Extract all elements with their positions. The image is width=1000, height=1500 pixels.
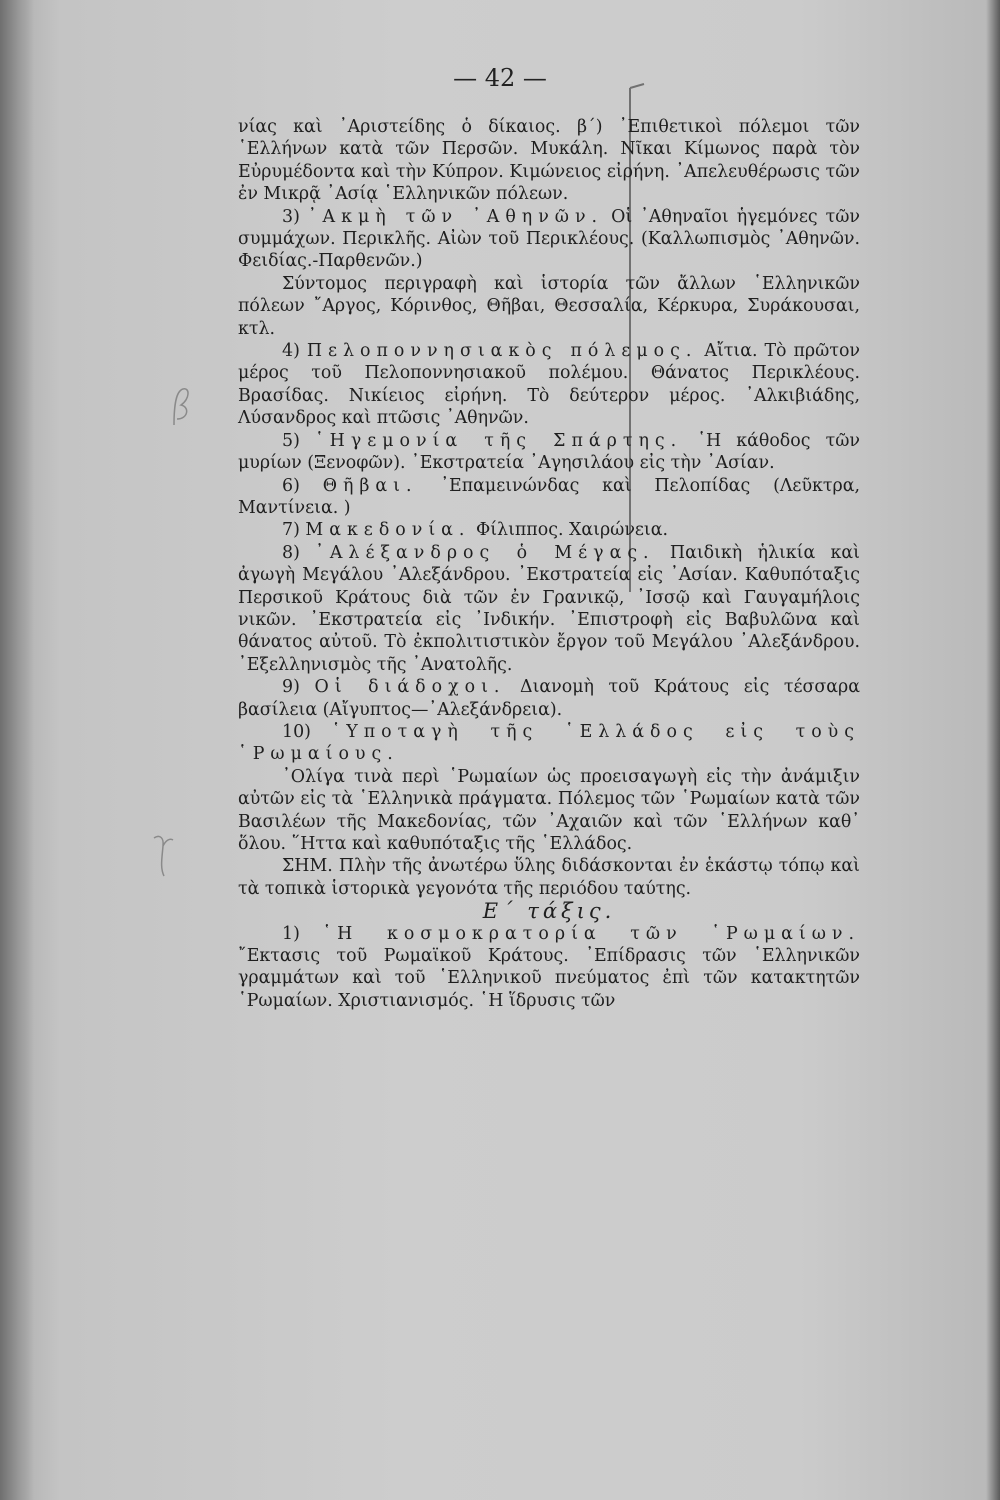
- pencil-margin-mark: [168, 385, 194, 429]
- pencil-margin-mark: [150, 832, 176, 880]
- text-run: 5): [282, 430, 315, 451]
- text-run: ῎Εκτασις τοῦ Ρωμαϊκοῦ Κράτους. ᾽Επίδρασις τῶν ῾Ελληνικῶν γραμμάτων καὶ τοῦ ῾Ελληνικοῦ πνεύματος ἐπὶ τῶν κατακτητῶν ῾Ρωμαίων. Χριστιανισμός. ῾Η ἵδρυσις τῶν: [238, 946, 860, 1011]
- spaced-title: Θῆβαι.: [322, 475, 418, 496]
- text-run: 9): [282, 677, 315, 698]
- paragraph: [238, 475, 860, 520]
- paragraph: [238, 855, 860, 900]
- text-run: 8): [282, 542, 316, 563]
- text-run: Σύντομος περιγραφὴ καὶ ἱστορία τῶν ἄλλων ῾Ελληνικῶν πόλεων ῎Αργος, Κόρινθος, Θῆβαι, Θεσσαλία, Κέρκυρα, Συράκουσαι, κτλ.: [238, 273, 860, 339]
- paragraph: [238, 206, 860, 273]
- page-edge-shadow: [986, 0, 1000, 1500]
- paragraph: [238, 430, 860, 475]
- spaced-title: ᾽Αλέξανδρος ὁ Μέγας.: [315, 542, 655, 563]
- text-run: ΣΗΜ. Πλὴν τῆς ἀνωτέρω ὕλης διδάσκονται ἐν ἑκάστῳ τόπῳ καὶ τὰ τοπικὰ ἱστορικὰ γεγονότα τῆς περιόδου ταύτης.: [238, 856, 860, 899]
- spaced-title: Πελοποννησιακὸς πόλεμος.: [306, 341, 698, 362]
- page-number: — 42 —: [453, 64, 547, 92]
- text-run: Φίλιππος. Χαιρώνεια.: [470, 520, 669, 541]
- paragraph: [238, 116, 860, 206]
- paragraph: [238, 766, 860, 856]
- spaced-title: ῾Υποταγὴ τῆς ῾Ελλάδος εἰς τοὺς ῾Ρωμαίους.: [238, 721, 860, 765]
- text-run: Παιδικὴ ἡλικία καὶ ἀγωγὴ Μεγάλου ᾽Αλεξάνδρου. ᾽Εκστρατεία εἰς ᾽Ασίαν. Καθυπόταξις Περσικοῦ Κράτους διὰ τῶν ἐν Γρανικῷ, ᾽Ισσῷ καὶ Γαυγαμήλοις νικῶν. ᾽Εκστρατεία εἰς ᾽Ινδικήν. ᾽Επιστροφὴ εἰς Βαβυλῶνα καὶ θάνατος αὐτοῦ. Τὸ ἐκπολιτιστικὸν ἔργον τοῦ Μεγάλου ᾽Αλεξάνδρου. ᾽Εξελληνισμὸς τῆς ᾽Ανατολῆς.: [238, 542, 860, 675]
- text-run: Διανομὴ τοῦ Κράτους εἰς τέσσαρα βασίλεια (Αἴγυπτος—᾽Αλεξάνδρεια).: [238, 677, 860, 720]
- spaced-title: ᾽Ακμὴ τῶν ᾽Αθηνῶν.: [307, 206, 604, 227]
- text-run: 1): [282, 923, 323, 944]
- paragraph: [238, 519, 860, 541]
- text-run: ᾽Επαμεινώνδας καὶ Πελοπίδας (Λεῦκτρα, Μαντίνεια. ): [238, 475, 860, 518]
- text-run: νίας καὶ ᾽Αριστείδης ὁ δίκαιος. β΄) ᾽Επιθετικοὶ πόλεμοι τῶν ῾Ελλήνων κατὰ τῶν Περσῶν. Μυκάλη. Νῖκαι Κίμωνος παρὰ τὸν Εὐρυμέδοντα καὶ τὴν Κύπρον. Κιμώνειος εἰρήνη. ᾽Απελευθέρωσις τῶν ἐν Μικρᾷ ᾽Ασίᾳ ῾Ελληνικῶν πόλεων.: [238, 117, 860, 205]
- spaced-title: Οἱ διάδοχοι.: [314, 677, 506, 698]
- text-run: 4): [282, 341, 307, 362]
- body-text: [238, 116, 860, 1012]
- paragraph: [238, 676, 860, 721]
- paragraph: [238, 340, 860, 430]
- paragraph: [238, 542, 860, 676]
- text-run: 7): [282, 520, 306, 541]
- text-run: 3): [282, 206, 308, 227]
- text-run: Οἱ ᾽Αθηναῖοι ἡγεμόνες τῶν συμμάχων. Περικλῆς. Αἰὼν τοῦ Περικλέους. (Καλλωπισμὸς ᾽Αθηνῶν. Φειδίας.-Παρθενῶν.): [238, 206, 860, 272]
- spaced-title: ῾Ηγεμονία τῆς Σπάρτης.: [314, 430, 683, 451]
- paragraph: [238, 721, 860, 766]
- text-run: 10): [282, 721, 332, 742]
- text-run: Αἴτια. Τὸ πρῶτον μέρος τοῦ Πελοποννησιακοῦ πολέμου. Θάνατος Περικλέους. Βρασίδας. Νικίειος εἰρήνη. Τὸ δεύτερον μέρος. ᾽Αλκιβιάδης, Λύσανδρος καὶ πτῶσις ᾽Αθηνῶν.: [238, 341, 860, 429]
- text-run: 6): [282, 475, 323, 496]
- paragraph: [238, 923, 860, 1013]
- text-run: Ε΄ τάξις.: [482, 899, 616, 924]
- spaced-title: Μακεδονία.: [305, 520, 471, 541]
- text-run: ῾Η κάθοδος τῶν μυρίων (Ξενοφῶν). ᾽Εκστρατεία ᾽Αγησιλάου εἰς τὴν ᾽Ασίαν.: [238, 430, 860, 474]
- spaced-title: ῾Η κοσμοκρατορία τῶν ῾Ρωμαίων.: [322, 923, 860, 944]
- paragraph: [238, 273, 860, 340]
- binding-shadow: [0, 0, 34, 1500]
- section-heading: [238, 900, 860, 922]
- text-run: ᾽Ολίγα τινὰ περὶ ῾Ρωμαίων ὡς προεισαγωγὴ εἰς τὴν ἀνάμιξιν αὐτῶν εἰς τὰ ῾Ελληνικὰ πράγματα. Πόλεμος τῶν ῾Ρωμαίων κατὰ τῶν Βασιλέων τῆς Μακεδονίας, τῶν ᾽Αχαιῶν καὶ τῶν ῾Ελλήνων καθ᾽ ὅλου. ῞Ηττα καὶ καθυπόταξις τῆς ῾Ελλάδος.: [238, 766, 860, 854]
